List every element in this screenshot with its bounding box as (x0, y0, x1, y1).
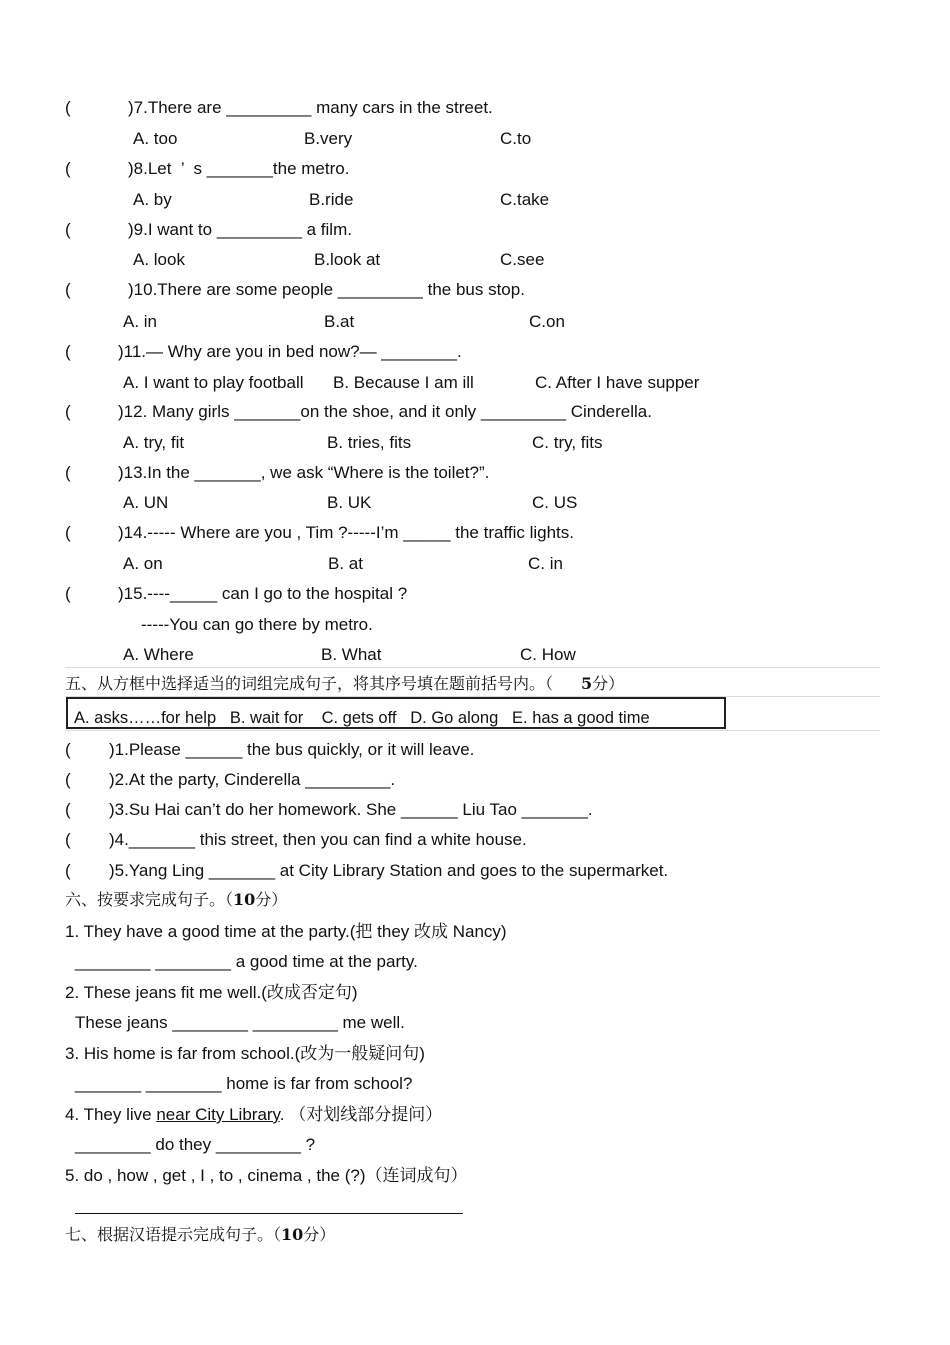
option-a: A. try, fit (123, 433, 185, 452)
paren: ( (65, 830, 71, 849)
divider (65, 730, 880, 731)
option-a: A. too (133, 129, 178, 148)
option-c: C. try, fits (532, 433, 603, 452)
s6-question-3: 3. His home is far from school.(改为一般疑问句) (65, 1044, 425, 1063)
section-5-title (65, 673, 624, 695)
word-box-text: A. asks……for help B. wait for C. gets off D. Go along E. has a good time (74, 709, 650, 727)
option-c: C. How (520, 645, 576, 664)
s5-item-4: )4._______ this street, then you can find a white house. (109, 830, 527, 849)
option-b: B. UK (327, 493, 372, 512)
s5-item-2: )2.At the party, Cinderella _________. (109, 770, 396, 789)
section-7-title-end: 分） (303, 1225, 336, 1244)
option-a: A. on (123, 554, 163, 573)
section-6-title-text: 六、按要求完成句子。（ (65, 890, 234, 909)
s5-item-3: )3.Su Hai can’t do her homework. She ______ Liu Tao _______. (109, 800, 593, 819)
s6-q4-start: 4. They live (65, 1105, 157, 1124)
option-c: C. US (532, 493, 578, 512)
question-text: )15.----_____ can I go to the hospital ? (118, 584, 408, 603)
option-b: B. What (321, 645, 382, 664)
paren: ( (65, 800, 71, 819)
s5-item-5: )5.Yang Ling _______ at City Library Station and goes to the supermarket. (109, 861, 669, 880)
s6-q4-underlined: near City Library (156, 1105, 280, 1124)
section-5-title-end: 分） (592, 674, 625, 693)
option-c: C. After I have supper (535, 373, 700, 392)
option-c: C.to (500, 129, 532, 148)
question-text: )8.Let ’ s _______the metro. (128, 159, 350, 178)
question-text: )10.There are some people _________ the bus stop. (128, 280, 525, 299)
option-a: A. I want to play football (123, 373, 304, 392)
paren: ( (65, 159, 71, 178)
paren: ( (65, 280, 71, 299)
question-extra: -----You can go there by metro. (141, 615, 373, 634)
option-b: B.look at (314, 250, 381, 269)
paren: ( (65, 770, 71, 789)
divider (65, 667, 880, 668)
section-7-score: 10 (281, 1225, 304, 1244)
option-a: A. in (123, 312, 158, 331)
option-a: A. look (133, 250, 185, 269)
question-text: )9.I want to _________ a film. (128, 220, 352, 239)
s6-question-4 (65, 1104, 442, 1126)
paren: ( (65, 342, 71, 361)
paren: ( (65, 861, 71, 880)
s6-answer-2: These jeans ________ _________ me well. (75, 1013, 405, 1032)
option-c: C.on (529, 312, 565, 331)
question-text: )14.----- Where are you , Tim ?-----I’m _____ the traffic lights. (118, 523, 574, 542)
s6-q4-end: . （对划线部分提问） (279, 1105, 443, 1124)
paren: ( (65, 584, 71, 603)
paren: ( (65, 463, 71, 482)
paren: ( (65, 740, 71, 759)
s6-answer-3: _______ ________ home is far from school? (75, 1074, 413, 1093)
option-b: B.ride (309, 190, 354, 209)
option-b: B. at (328, 554, 363, 573)
option-b: B.at (324, 312, 355, 331)
question-text: )13.In the _______, we ask “Where is the toilet?”. (118, 463, 490, 482)
s6-question-2: 2. These jeans fit me well.(改成否定句) (65, 983, 358, 1002)
option-a: A. UN (123, 493, 169, 512)
paren: ( (65, 98, 71, 117)
section-7-title (65, 1224, 335, 1246)
section-7-title-text: 七、根据汉语提示完成句子。（ (65, 1225, 282, 1244)
s6-answer-5-line (75, 1213, 463, 1214)
option-a: A. Where (123, 645, 194, 664)
paren: ( (65, 402, 71, 421)
option-c: C. in (528, 554, 563, 573)
s6-answer-1: ________ ________ a good time at the party. (75, 952, 418, 971)
option-b: B. tries, fits (327, 433, 412, 452)
option-c: C.take (500, 190, 550, 209)
section-5-title-text: 五、从方框中选择适当的词组完成句子，将其序号填在题前括号内。（ (65, 674, 554, 693)
paren: ( (65, 523, 71, 542)
s5-item-1: )1.Please ______ the bus quickly, or it will leave. (109, 740, 475, 759)
option-c: C.see (500, 250, 545, 269)
option-b: B. Because I am ill (333, 373, 474, 392)
section-5-score: 5 (581, 674, 593, 693)
s6-question-5: 5. do , how , get , I , to , cinema , the (?)（连词成句） (65, 1166, 468, 1185)
section-6-title (65, 889, 287, 911)
option-a: A. by (133, 190, 172, 209)
question-text: )11.— Why are you in bed now?— ________. (118, 342, 462, 361)
section-6-title-end: 分） (255, 890, 288, 909)
section-6-score: 10 (233, 890, 256, 909)
option-b: B.very (304, 129, 353, 148)
paren: ( (65, 220, 71, 239)
question-text: )12. Many girls _______on the shoe, and it only _________ Cinderella. (118, 402, 652, 421)
s6-answer-4: ________ do they _________ ? (75, 1135, 316, 1154)
question-text: )7.There are _________ many cars in the street. (128, 98, 493, 117)
s6-question-1: 1. They have a good time at the party.(把 they 改成 Nancy) (65, 922, 507, 941)
